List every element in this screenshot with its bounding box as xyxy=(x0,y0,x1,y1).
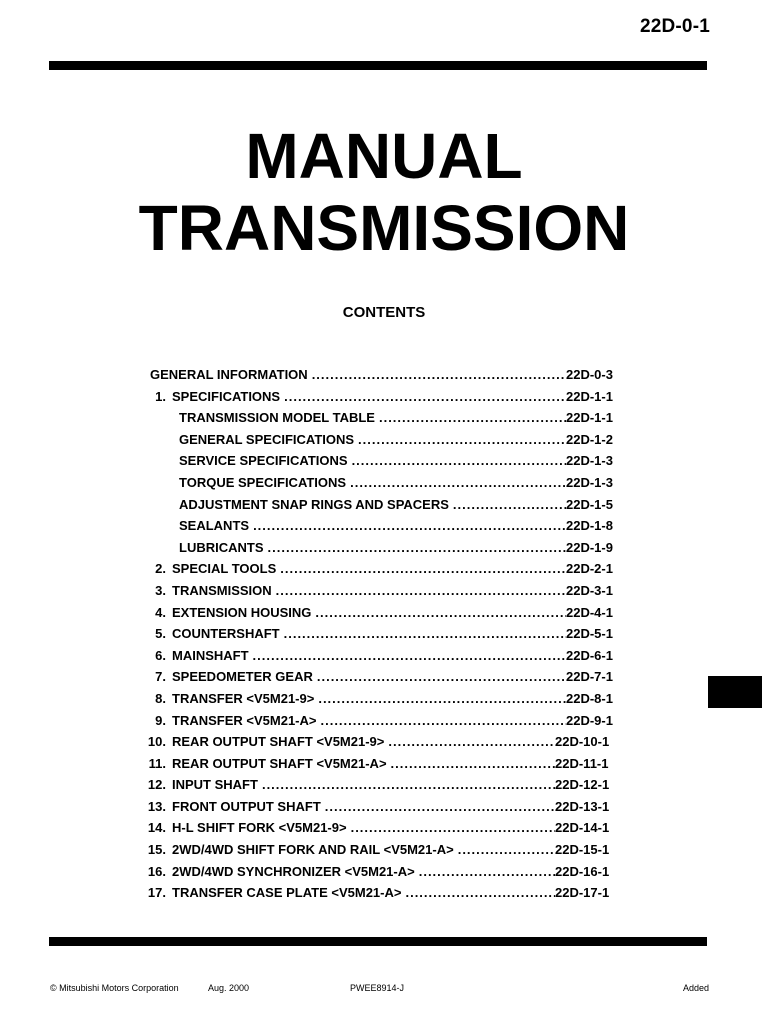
toc-entry-label: MAINSHAFT xyxy=(172,647,249,663)
toc-dot-leader xyxy=(311,602,566,624)
toc-entry[interactable] xyxy=(138,580,618,602)
toc-entry-page: 22D-2-1 xyxy=(566,561,613,577)
toc-entry[interactable] xyxy=(138,602,618,624)
toc-entry-number: 17. xyxy=(147,885,166,901)
toc-entry-label: COUNTERSHAFT xyxy=(172,626,280,642)
toc-entry[interactable] xyxy=(138,753,618,775)
toc-entry[interactable] xyxy=(138,472,618,494)
toc-dot-leader xyxy=(272,580,566,602)
toc-entry-label: TRANSFER <V5M21-9> xyxy=(172,690,315,706)
top-rule xyxy=(49,61,707,70)
toc-entry-page: 22D-7-1 xyxy=(566,669,613,685)
toc-dot-leader xyxy=(348,450,566,472)
toc-dot-leader xyxy=(449,494,566,516)
toc-dot-leader xyxy=(249,515,566,537)
title-line-2: TRANSMISSION xyxy=(138,192,630,264)
toc-entry-number: 14. xyxy=(147,820,166,836)
toc-dot-leader xyxy=(347,817,555,839)
toc-entry-label: SPECIFICATIONS xyxy=(172,388,281,404)
toc-dot-leader xyxy=(264,537,567,559)
toc-entry[interactable] xyxy=(138,666,618,688)
toc-entry[interactable] xyxy=(138,558,618,580)
toc-entry-page: 22D-1-5 xyxy=(566,496,613,512)
toc-entry-label: LUBRICANTS xyxy=(179,539,264,555)
footer-copyright: © Mitsubishi Motors Corporation xyxy=(50,983,179,993)
toc-entry-number: 1. xyxy=(155,388,166,404)
toc-entry-page: 22D-1-8 xyxy=(566,518,613,534)
toc-entry[interactable] xyxy=(138,429,618,451)
toc-entry-number: 7. xyxy=(155,669,166,685)
toc-entry-page: 22D-9-1 xyxy=(566,712,613,728)
toc-entry[interactable] xyxy=(138,796,618,818)
section-tab-marker xyxy=(708,676,762,708)
toc-entry-label: H-L SHIFT FORK <V5M21-9> xyxy=(172,820,347,836)
toc-entry[interactable] xyxy=(138,494,618,516)
toc-entry-label: SPEEDOMETER GEAR xyxy=(172,669,313,685)
toc-entry-page: 22D-17-1 xyxy=(555,885,610,901)
toc-entry-label: SEALANTS xyxy=(179,518,250,534)
toc-entry-number: 13. xyxy=(147,798,166,814)
toc-entry[interactable] xyxy=(138,450,618,472)
toc-entry-label: REAR OUTPUT SHAFT <V5M21-A> xyxy=(172,755,387,771)
page-number: 22D-0-1 xyxy=(639,16,710,37)
toc-entry-label: TRANSMISSION MODEL TABLE xyxy=(179,410,375,426)
footer-status: Added xyxy=(682,983,709,993)
toc-entry-label: GENERAL INFORMATION xyxy=(150,367,308,382)
contents-heading: CONTENTS xyxy=(342,304,426,321)
toc-entry[interactable] xyxy=(138,688,618,710)
toc-entry-page: 22D-1-3 xyxy=(566,453,613,469)
toc-entry-label: INPUT SHAFT xyxy=(172,777,258,793)
toc-entry-number: 11. xyxy=(148,755,166,771)
toc-entry-label: TRANSFER CASE PLATE <V5M21-A> xyxy=(172,885,402,901)
toc-entry[interactable] xyxy=(138,839,618,861)
toc-dot-leader xyxy=(276,558,566,580)
footer xyxy=(0,983,768,997)
toc-entry-label: TORQUE SPECIFICATIONS xyxy=(179,474,347,490)
toc-entry-page: 22D-1-3 xyxy=(566,474,613,490)
toc-entry-page: 22D-3-1 xyxy=(566,582,613,598)
toc-dot-leader xyxy=(354,429,566,451)
toc-dot-leader xyxy=(280,386,566,408)
toc-entry-number: 6. xyxy=(155,647,166,663)
toc-entry-label: REAR OUTPUT SHAFT <V5M21-9> xyxy=(172,734,385,750)
toc-entry-label: 2WD/4WD SHIFT FORK AND RAIL <V5M21-A> xyxy=(172,842,454,858)
toc-entry[interactable] xyxy=(138,364,618,386)
toc-dot-leader xyxy=(384,731,555,753)
toc-entry-page: 22D-4-1 xyxy=(566,604,613,620)
toc-entry-page: 22D-1-9 xyxy=(566,539,613,555)
footer-date: Aug. 2000 xyxy=(208,983,250,993)
toc-entry[interactable] xyxy=(138,774,618,796)
toc-entry-number: 5. xyxy=(155,626,166,642)
toc-entry-page: 22D-0-3 xyxy=(566,367,613,382)
toc-entry[interactable] xyxy=(138,537,618,559)
toc-entry[interactable] xyxy=(138,623,618,645)
toc-entry-label: SERVICE SPECIFICATIONS xyxy=(179,453,348,469)
toc-entry-page: 22D-13-1 xyxy=(555,798,610,814)
toc-entry-label: EXTENSION HOUSING xyxy=(172,604,312,620)
toc-entry-label: TRANSFER <V5M21-A> xyxy=(172,712,317,728)
table-of-contents xyxy=(138,364,618,904)
toc-entry-page: 22D-15-1 xyxy=(555,842,610,858)
toc-dot-leader xyxy=(249,645,566,667)
toc-entry-number: 3. xyxy=(155,582,166,598)
toc-entry-page: 22D-10-1 xyxy=(555,734,610,750)
toc-entry[interactable] xyxy=(138,861,618,883)
toc-entry-label: 2WD/4WD SYNCHRONIZER <V5M21-A> xyxy=(172,863,415,879)
toc-entry-number: 12. xyxy=(147,777,166,793)
toc-dot-leader xyxy=(346,472,566,494)
toc-entry-number: 16. xyxy=(147,863,166,879)
toc-entry[interactable] xyxy=(138,731,618,753)
toc-entry-page: 22D-5-1 xyxy=(566,626,613,642)
toc-entry-number: 2. xyxy=(155,561,166,577)
toc-dot-leader xyxy=(280,623,566,645)
toc-entry[interactable] xyxy=(138,386,618,408)
toc-entry-label: GENERAL SPECIFICATIONS xyxy=(179,431,355,447)
toc-dot-leader xyxy=(387,753,555,775)
toc-entry-page: 22D-8-1 xyxy=(566,690,613,706)
toc-entry-label: ADJUSTMENT SNAP RINGS AND SPACERS xyxy=(179,496,449,512)
toc-dot-leader xyxy=(415,861,555,883)
toc-entry[interactable] xyxy=(138,817,618,839)
toc-entry-number: 15. xyxy=(147,842,166,858)
toc-entry-page: 22D-1-2 xyxy=(566,431,613,447)
toc-dot-leader xyxy=(313,666,566,688)
toc-entry-number: 8. xyxy=(155,690,166,706)
toc-entry[interactable] xyxy=(138,515,618,537)
toc-dot-leader xyxy=(321,796,555,818)
toc-entry-label: FRONT OUTPUT SHAFT xyxy=(172,798,321,814)
title-line-1: MANUAL xyxy=(245,120,523,192)
bottom-rule xyxy=(49,937,707,946)
toc-entry-page: 22D-11-1 xyxy=(555,755,609,771)
toc-entry-number: 4. xyxy=(155,604,166,620)
toc-dot-leader xyxy=(375,407,566,429)
toc-dot-leader xyxy=(454,839,555,861)
toc-dot-leader xyxy=(258,774,555,796)
toc-entry[interactable] xyxy=(138,710,618,732)
toc-entry-page: 22D-16-1 xyxy=(555,863,610,879)
toc-entry-number: 10. xyxy=(147,734,166,750)
toc-entry[interactable] xyxy=(138,407,618,429)
toc-entry-page: 22D-1-1 xyxy=(566,388,613,404)
toc-entry-page: 22D-12-1 xyxy=(555,777,610,793)
toc-entry-page: 22D-14-1 xyxy=(555,820,610,836)
toc-dot-leader xyxy=(401,882,555,904)
page-title xyxy=(0,120,768,264)
toc-entry-label: TRANSMISSION xyxy=(172,582,272,598)
toc-entry[interactable] xyxy=(138,882,618,904)
toc-dot-leader xyxy=(314,688,566,710)
toc-dot-leader xyxy=(316,710,566,732)
toc-entry-page: 22D-1-1 xyxy=(566,410,613,426)
toc-dot-leader xyxy=(308,364,566,386)
toc-entry[interactable] xyxy=(138,645,618,667)
toc-entry-label: SPECIAL TOOLS xyxy=(172,561,277,577)
footer-doc-code: PWEE8914-J xyxy=(350,983,405,993)
toc-entry-number: 9. xyxy=(155,712,166,728)
toc-entry-page: 22D-6-1 xyxy=(566,647,613,663)
